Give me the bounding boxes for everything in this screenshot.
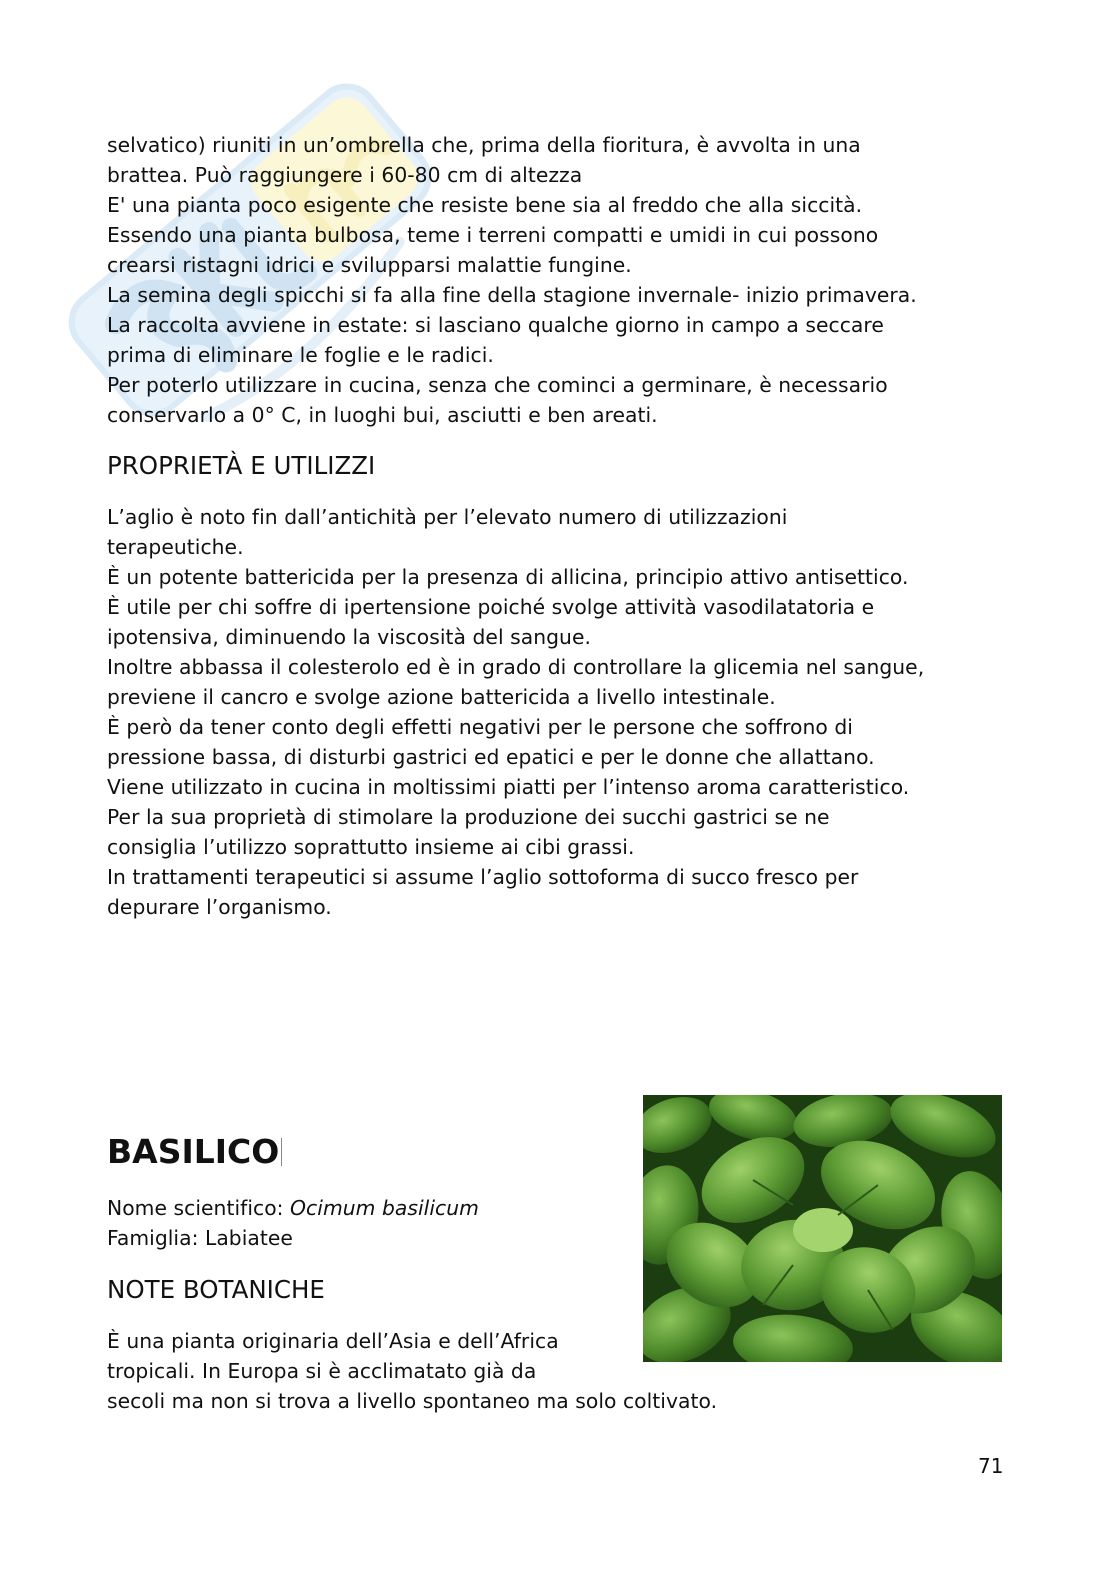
text-line: tropicali. In Europa si è acclimatato già da [107,1359,537,1383]
page-number: 71 [978,1454,1004,1478]
section-heading-note-botaniche: NOTE BOTANICHE [107,1275,325,1304]
text-line: Viene utilizzato in cucina in moltissimi piatti per l’intenso aroma caratteristico. [107,775,910,799]
text-line: secoli ma non si trova a livello spontaneo ma solo coltivato. [107,1389,718,1413]
text-line: depurare l’organismo. [107,895,332,919]
text-line: È utile per chi soffre di ipertensione poiché svolge attività vasodilatatoria e [107,595,875,619]
leaf-cluster [643,1095,1002,1362]
text-line: Inoltre abbassa il colesterolo ed è in grado di controllare la glicemia nel sangue, [107,655,925,679]
text-line: In trattamenti terapeutici si assume l’aglio sottoforma di succo fresco per [107,865,859,889]
scientific-name: Ocimum basilicum [290,1196,479,1220]
text-line: prima di eliminare le foglie e le radici. [107,343,494,367]
basil-photo [643,1095,1002,1362]
text-line: La raccolta avviene in estate: si lasciano qualche giorno in campo a seccare [107,313,884,337]
plant-title-text: BASILICO [107,1132,280,1171]
text-line: consiglia l’utilizzo soprattutto insieme ai cibi grassi. [107,835,635,859]
text-line: brattea. Può raggiungere i 60-80 cm di altezza [107,163,583,187]
text-line: È una pianta originaria dell’Asia e dell’Africa [107,1329,559,1353]
text-line: Essendo una pianta bulbosa, teme i terreni compatti e umidi in cui possono [107,223,879,247]
text-line: ipotensiva, diminuendo la viscosità del sangue. [107,625,591,649]
text-line: Per la sua proprietà di stimolare la produzione dei succhi gastrici se ne [107,805,830,829]
text-line: È un potente battericida per la presenza di allicina, principio attivo antisettico. [107,565,909,589]
text-line: crearsi ristagni idrici e svilupparsi malattie fungine. [107,253,632,277]
text-line: selvatico) riuniti in un’ombrella che, prima della fioritura, è avvolta in una [107,133,861,157]
section-heading-proprieta: PROPRIETÀ E UTILIZZI [107,451,376,480]
text-line: L’aglio è noto fin dall’antichità per l’elevato numero di utilizzazioni [107,505,788,529]
text-line: E' una pianta poco esigente che resiste bene sia al freddo che alla siccità. [107,193,863,217]
plant-title [107,1132,282,1172]
text-line: Per poterlo utilizzare in cucina, senza che cominci a germinare, è necessario [107,373,888,397]
scientific-name-line [107,1193,479,1223]
text-line: pressione bassa, di disturbi gastrici ed epatici e per le donne che allattano. [107,745,875,769]
text-line: La semina degli spicchi si fa alla fine della stagione invernale- inizio primavera. [107,283,917,307]
scientific-name-label: Nome scientifico: [107,1196,291,1220]
family-line: Famiglia: Labiatee [107,1226,293,1250]
text-line: previene il cancro e svolge azione battericida a livello intestinale. [107,685,776,709]
text-line: terapeutiche. [107,535,244,559]
text-line: È però da tener conto degli effetti negativi per le persone che soffrono di [107,715,853,739]
text-cursor [281,1138,282,1166]
text-line: conservarlo a 0° C, in luoghi bui, asciutti e ben areati. [107,403,658,427]
